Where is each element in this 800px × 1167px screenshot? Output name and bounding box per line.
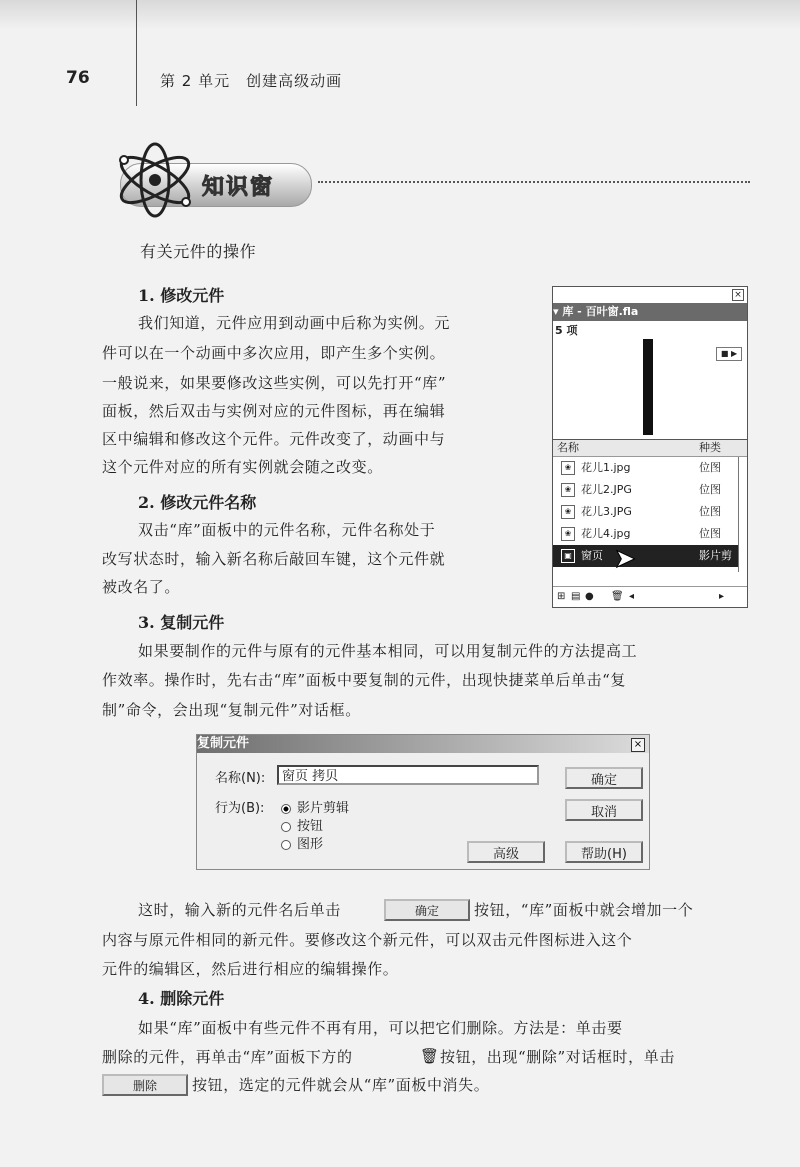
library-row-selected[interactable] xyxy=(553,545,739,567)
row-kind: 位图 xyxy=(699,527,721,540)
col-kind[interactable]: 种类 xyxy=(699,441,721,454)
radio-checked-icon xyxy=(281,804,291,814)
page-top-shade xyxy=(0,0,800,30)
radio-label: 图形 xyxy=(297,837,324,852)
s1-line-3: 一般说来，如果要修改这些实例，可以先打开“库” xyxy=(102,374,447,392)
bitmap-icon: ❀ xyxy=(561,505,575,519)
trash-icon[interactable]: 🗑 xyxy=(611,591,624,602)
row-name: 花儿2.JPG xyxy=(581,483,632,496)
library-close-icon[interactable]: × xyxy=(732,289,744,301)
library-item-count: 5 项 xyxy=(555,324,578,337)
radio-button[interactable] xyxy=(281,815,323,834)
s3-line-3: 制”命令，会出现“复制元件”对话框。 xyxy=(102,701,361,719)
name-label: 名称(N): xyxy=(215,771,266,786)
after-line-2: 内容与原元件相同的新元件。要修改这个新元件，可以双击元件图标进入这个 xyxy=(102,931,633,949)
row-kind: 位图 xyxy=(699,505,721,518)
s4-line-2b: 按钮，出现“删除”对话框时，单击 xyxy=(440,1048,675,1066)
library-preview xyxy=(643,339,653,435)
scroll-left-icon[interactable]: ◂ xyxy=(629,591,635,602)
duplicate-symbol-dialog xyxy=(196,734,650,870)
s3-line-2: 作效率。操作时，先右击“库”面板中要复制的元件，出现快捷菜单后单击“复 xyxy=(102,671,627,689)
after-line-1a: 这时，输入新的元件名后单击 xyxy=(138,901,341,919)
row-name: 花儿1.jpg xyxy=(581,461,631,474)
scroll-right-icon[interactable]: ▸ xyxy=(719,591,725,602)
bitmap-icon: ❀ xyxy=(561,483,575,497)
library-toolbar xyxy=(553,586,747,607)
s1-line-1: 我们知道，元件应用到动画中后称为实例。元 xyxy=(138,314,451,332)
library-panel xyxy=(552,286,748,608)
after-line-3: 元件的编辑区，然后进行相应的编辑操作。 xyxy=(102,960,399,978)
movieclip-icon: ▣ xyxy=(561,549,575,563)
s3-line-1: 如果要制作的元件与原有的元件基本相同，可以用复制元件的方法提高工 xyxy=(138,642,638,660)
properties-icon[interactable]: ● xyxy=(585,591,594,602)
header-divider xyxy=(136,0,137,106)
s4-line-1: 如果“库”面板中有些元件不再有用，可以把它们删除。方法是：单击要 xyxy=(138,1019,623,1037)
dialog-close-icon[interactable]: × xyxy=(631,738,645,752)
s2-line-1: 双击“库”面板中的元件名称，元件名称处于 xyxy=(138,521,436,539)
s4-line-2a: 删除的元件，再单击“库”面板下方的 xyxy=(102,1048,353,1066)
help-button[interactable]: 帮助(H) xyxy=(565,841,643,863)
dotted-rule xyxy=(318,181,750,183)
library-row[interactable] xyxy=(553,479,739,501)
behavior-label: 行为(B): xyxy=(215,801,265,816)
heading-modify-symbol: 1. 修改元件 xyxy=(138,286,225,305)
s2-line-3: 被改名了。 xyxy=(102,578,181,596)
radio-unchecked-icon xyxy=(281,822,291,832)
atom-icon xyxy=(110,140,200,220)
s1-line-6: 这个元件对应的所有实例就会随之改变。 xyxy=(102,458,383,476)
row-name: 花儿4.jpg xyxy=(581,527,631,540)
radio-label: 影片剪辑 xyxy=(297,801,350,816)
ok-button[interactable]: 确定 xyxy=(565,767,643,789)
radio-movieclip[interactable] xyxy=(281,797,349,816)
row-name: 花儿3.JPG xyxy=(581,505,632,518)
cancel-button[interactable]: 取消 xyxy=(565,799,643,821)
col-name[interactable]: 名称 xyxy=(557,441,579,454)
row-kind: 位图 xyxy=(699,461,721,474)
mouse-pointer-icon: ➤ xyxy=(614,544,636,574)
new-folder-icon[interactable]: ▤ xyxy=(571,591,581,602)
row-kind: 位图 xyxy=(699,483,721,496)
inline-ok-button: 确定 xyxy=(384,899,470,921)
radio-label: 按钮 xyxy=(297,819,324,834)
badge-label: 知识窗 xyxy=(202,175,275,200)
symbol-name-input[interactable]: 窗页 拷贝 xyxy=(277,765,539,785)
s1-line-2: 件可以在一个动画中多次应用，即产生多个实例。 xyxy=(102,344,446,362)
heading-delete-symbol: 4. 删除元件 xyxy=(138,989,225,1008)
heading-rename-symbol: 2. 修改元件名称 xyxy=(138,493,257,512)
s1-line-4: 面板，然后双击与实例对应的元件图标，再在编辑 xyxy=(102,402,446,420)
inline-trash-icon: 🗑 xyxy=(420,1047,440,1065)
library-row[interactable] xyxy=(553,523,739,545)
radio-graphic[interactable] xyxy=(281,833,323,852)
row-name: 窗页 xyxy=(581,549,603,562)
radio-unchecked-icon xyxy=(281,840,291,850)
unit-title: 第 2 单元 创建高级动画 xyxy=(160,72,343,90)
section-title: 有关元件的操作 xyxy=(140,242,257,261)
library-titlebar[interactable]: ▾ 库 - 百叶窗.fla xyxy=(553,303,747,321)
library-scrollbar[interactable] xyxy=(738,457,747,572)
preview-play-icon[interactable]: ■ ▶ xyxy=(716,347,742,361)
page-number: 76 xyxy=(66,68,90,88)
bitmap-icon: ❀ xyxy=(561,527,575,541)
dialog-title[interactable]: 复制元件 xyxy=(197,735,649,753)
library-row[interactable] xyxy=(553,457,739,479)
advanced-button[interactable]: 高级 xyxy=(467,841,545,863)
row-kind: 影片剪 xyxy=(699,549,732,562)
inline-delete-button: 删除 xyxy=(102,1074,188,1096)
after-line-1b: 按钮，“库”面板中就会增加一个 xyxy=(474,901,694,919)
bitmap-icon: ❀ xyxy=(561,461,575,475)
s1-line-5: 区中编辑和修改这个元件。元件改变了，动画中与 xyxy=(102,430,446,448)
s4-line-3b: 按钮，选定的元件就会从“库”面板中消失。 xyxy=(192,1076,490,1094)
heading-duplicate-symbol: 3. 复制元件 xyxy=(138,613,225,632)
s2-line-2: 改写状态时，输入新名称后敲回车键，这个元件就 xyxy=(102,550,446,568)
library-row[interactable] xyxy=(553,501,739,523)
new-symbol-icon[interactable]: ⊞ xyxy=(557,591,566,602)
library-column-header xyxy=(553,439,747,457)
